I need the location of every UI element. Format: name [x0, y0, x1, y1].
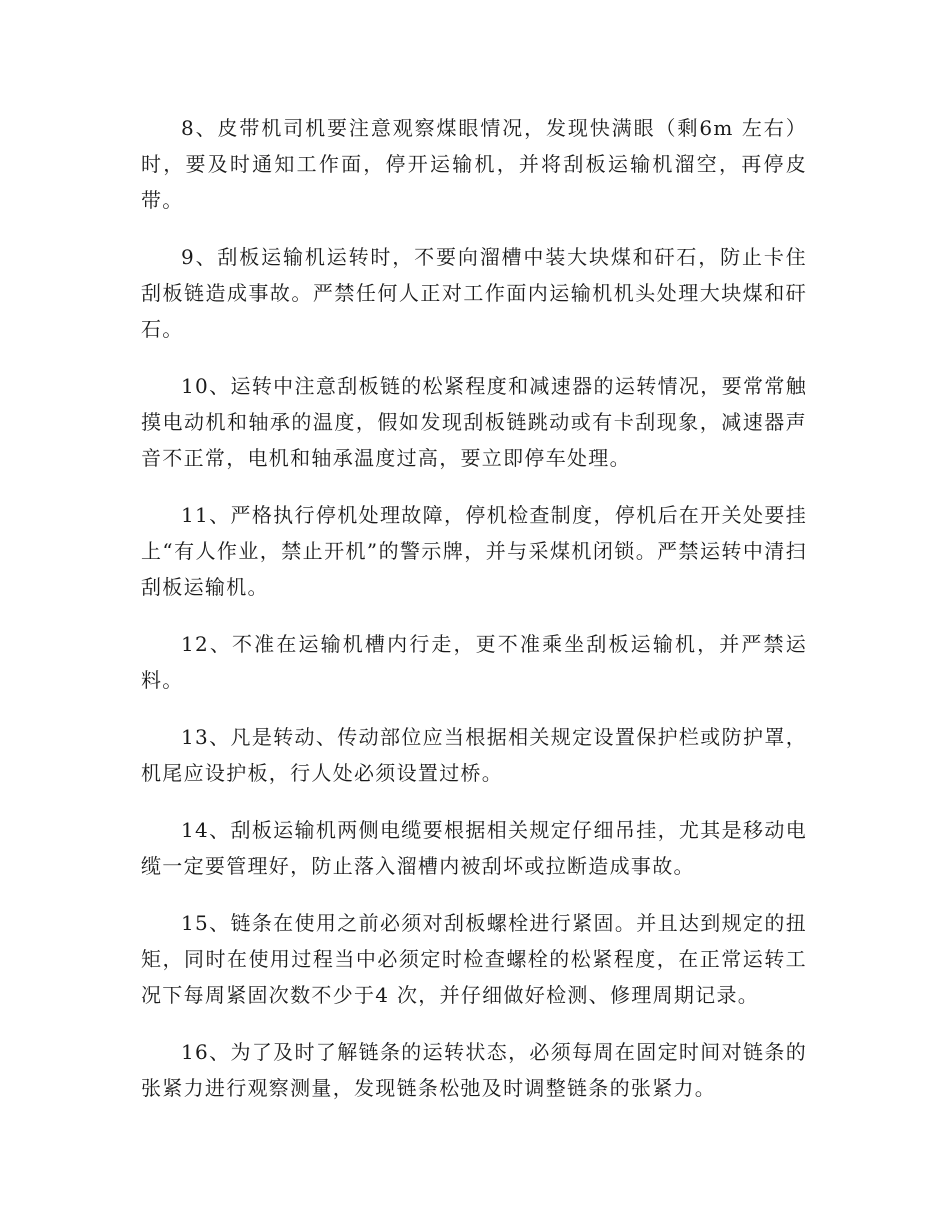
document-body: [141, 110, 807, 1127]
paragraph-item-10: 10、运转中注意刮板链的松紧程度和减速器的运转情况，要常常触摸电动机和轴承的温度，假如发现刮板链跳动或有卡刮现象，减速器声音不正常，电机和轴承温度过高，要立即停车处理。: [141, 374, 807, 470]
paragraph-item-16: 16、为了及时了解链条的运转状态，必须每周在固定时间对链条的张紧力进行观察测量，发现链条松弛及时调整链条的张紧力。: [141, 1040, 807, 1100]
paragraph-item-9: 9、刮板运输机运转时，不要向溜槽中装大块煤和矸石，防止卡住刮板链造成事故。严禁任何人正对工作面内运输机机头处理大块煤和矸石。: [141, 245, 807, 341]
paragraph-item-12: 12、不准在运输机槽内行走，更不准乘坐刮板运输机，并严禁运料。: [141, 632, 807, 692]
paragraph-item-8: 8、皮带机司机要注意观察煤眼情况，发现快满眼（剩6m 左右）时，要及时通知工作面，停开运输机，并将刮板运输机溜空，再停皮带。: [141, 116, 807, 212]
paragraph-item-11: 11、严格执行停机处理故障，停机检查制度，停机后在开关处要挂上“有人作业，禁止开机”的警示牌，并与采煤机闭锁。严禁运转中清扫刮板运输机。: [141, 503, 807, 599]
paragraph-item-14: 14、刮板运输机两侧电缆要根据相关规定仔细吊挂，尤其是移动电缆一定要管理好，防止落入溜槽内被刮坏或拉断造成事故。: [141, 818, 807, 878]
paragraph-item-15: 15、链条在使用之前必须对刮板螺栓进行紧固。并且达到规定的扭矩，同时在使用过程当中必须定时检查螺栓的松紧程度，在正常运转工况下每周紧固次数不少于4 次，并仔细做好检测、修理周期记录。: [141, 911, 807, 1007]
paragraph-item-13: 13、凡是转动、传动部位应当根据相关规定设置保护栏或防护罩，机尾应设护板，行人处必须设置过桥。: [141, 725, 807, 785]
